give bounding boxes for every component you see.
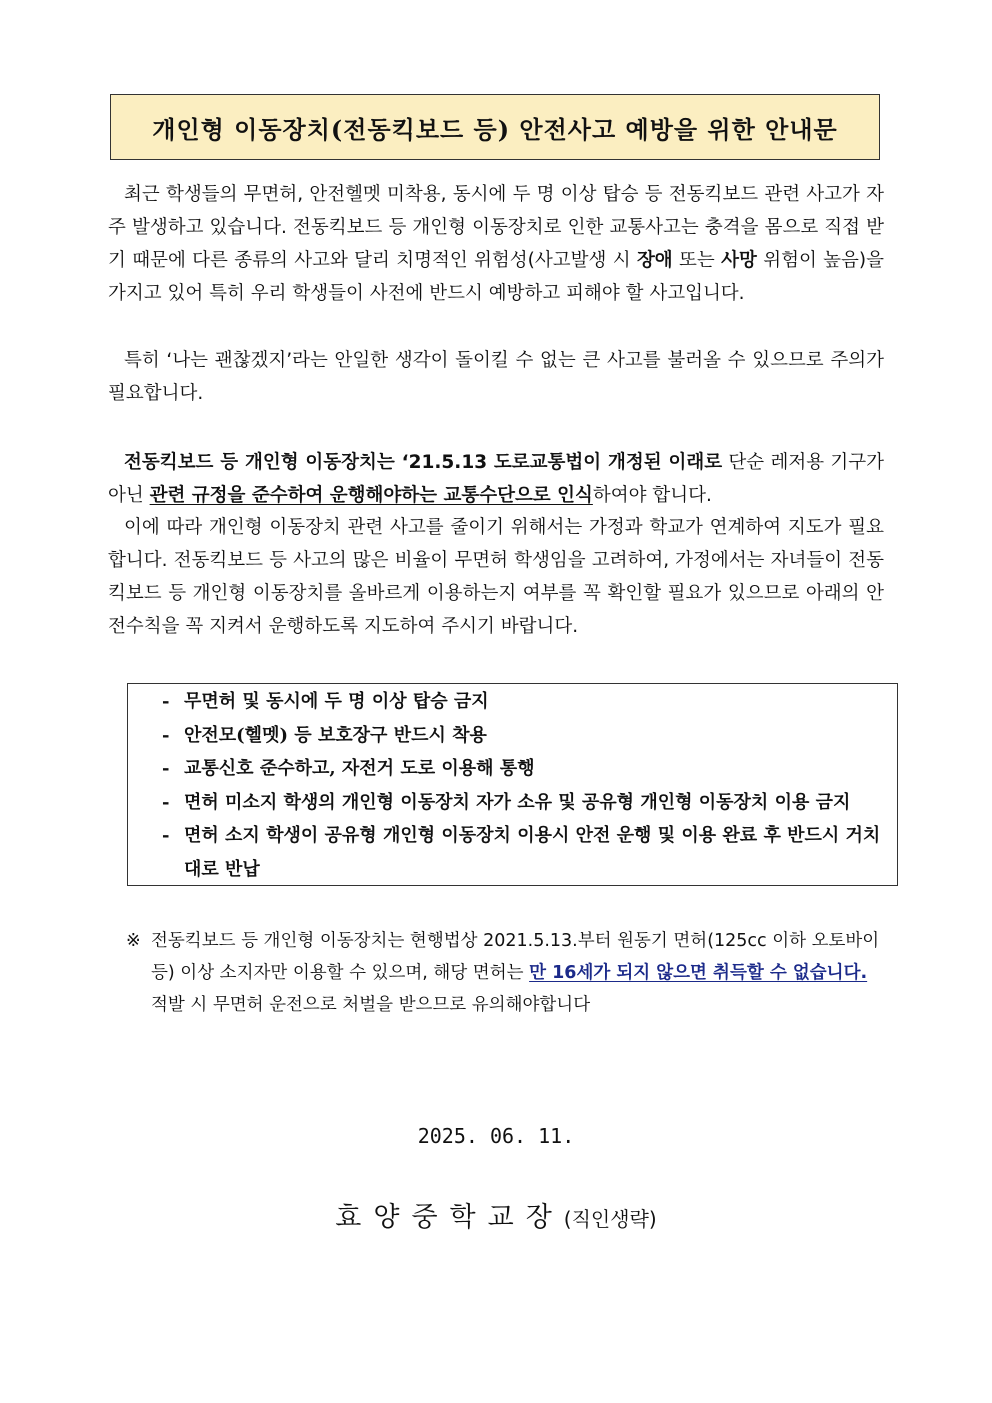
guidance-paragraph — [108, 511, 884, 643]
document-title: 개인형 이동장치(전동킥보드 등) 안전사고 예방을 위한 안내문 — [152, 114, 838, 144]
safety-rule: - 면허 미소지 학생의 개인형 이동장치 자가 소유 및 공유형 개인형 이동장치 이용 금지 — [162, 786, 897, 820]
safety-rule: - 안전모(헬멧) 등 보호장구 반드시 착용 — [162, 719, 897, 753]
title-box — [110, 94, 880, 160]
safety-rule: - 무면허 및 동시에 두 명 이상 탑승 금지 — [162, 685, 897, 719]
document-date: 2025. 06. 11. — [417, 1124, 575, 1148]
reference-mark: ※ — [126, 931, 141, 951]
safety-rule: - 면허 소지 학생이 공유형 개인형 이동장치 이용시 안전 운행 및 이용 완료 후 반드시 거치대로 반납 — [162, 819, 897, 886]
note-text-b: 적발 시 무면허 운전으로 처벌을 받으므로 유의해야합니다 — [151, 995, 591, 1015]
safety-rules-list — [162, 685, 897, 886]
law-underlined-text: 관련 규정을 준수하여 운행해야하는 교통수단으로 인식 — [149, 485, 593, 506]
intro-text-b: 또는 — [672, 250, 722, 271]
seal-omitted-note: (직인생략) — [563, 1207, 657, 1231]
intro-text-c: 위험이 높음)을 가지고 있어 특히 우리 학생들이 사전에 반드시 예방하고 피해야 할 사고입니다. — [108, 250, 884, 304]
caution-paragraph — [108, 344, 884, 410]
law-mid-text: 단순 레저용 기구가 아닌 — [108, 452, 884, 506]
signature — [0, 1195, 992, 1234]
intro-bold-disability: 장애 — [636, 250, 673, 271]
note-highlight: 만 16세가 되지 않으면 취득할 수 없습니다. — [529, 963, 868, 983]
safety-rules-box — [127, 683, 898, 886]
license-note — [126, 925, 886, 1021]
safety-rule: - 교통신호 준수하고, 자전거 도로 이용해 통행 — [162, 752, 897, 786]
guidance-text: 이에 따라 개인형 이동장치 관련 사고를 줄이기 위해서는 가정과 학교가 연계하여 지도가 필요합니다. 전동킥보드 등 사고의 많은 비율이 무면허 학생임을 고려하여, 가정에서는 자녀들이 전동킥보드 등 개인형 이동장치를 올바르게 이용하는지 여부를 꼭 확인할 필요가 있으므로 아래의 안전수칙을 꼭 지켜서 운행하도록 지도하여 주시기 바랍니다. — [108, 517, 884, 637]
intro-text-a: 최근 학생들의 무면허, 안전헬멧 미착용, 동시에 두 명 이상 탑승 등 전동킥보드 관련 사고가 자주 발생하고 있습니다. 전동킥보드 등 개인형 이동장치로 인한 교통사고는 충격을 몸으로 직접 받기 때문에 다른 종류의 사고와 달리 치명적인 위험성(사고발생 시 — [108, 184, 884, 271]
intro-paragraph — [108, 178, 884, 310]
principal-name: 효양중학교장 — [335, 1202, 564, 1233]
intro-bold-death: 사망 — [721, 250, 757, 271]
law-bold-text: 전동킥보드 등 개인형 이동장치는 ‘21.5.13 도로교통법이 개정된 이래로 — [124, 452, 723, 473]
note-text-a: 전동킥보드 등 개인형 이동장치는 현행법상 2021.5.13.부터 원동기 면허(125cc 이하 오토바이 등) 이상 소지자만 이용할 수 있으며, 해당 면허는 — [151, 931, 880, 983]
caution-text: 특히 ‘나는 괜찮겠지’라는 안일한 생각이 돌이킬 수 없는 큰 사고를 불러올 수 있으므로 주의가 필요합니다. — [108, 350, 884, 404]
law-end-text: 하여야 합니다. — [592, 485, 712, 506]
law-paragraph — [108, 446, 884, 512]
